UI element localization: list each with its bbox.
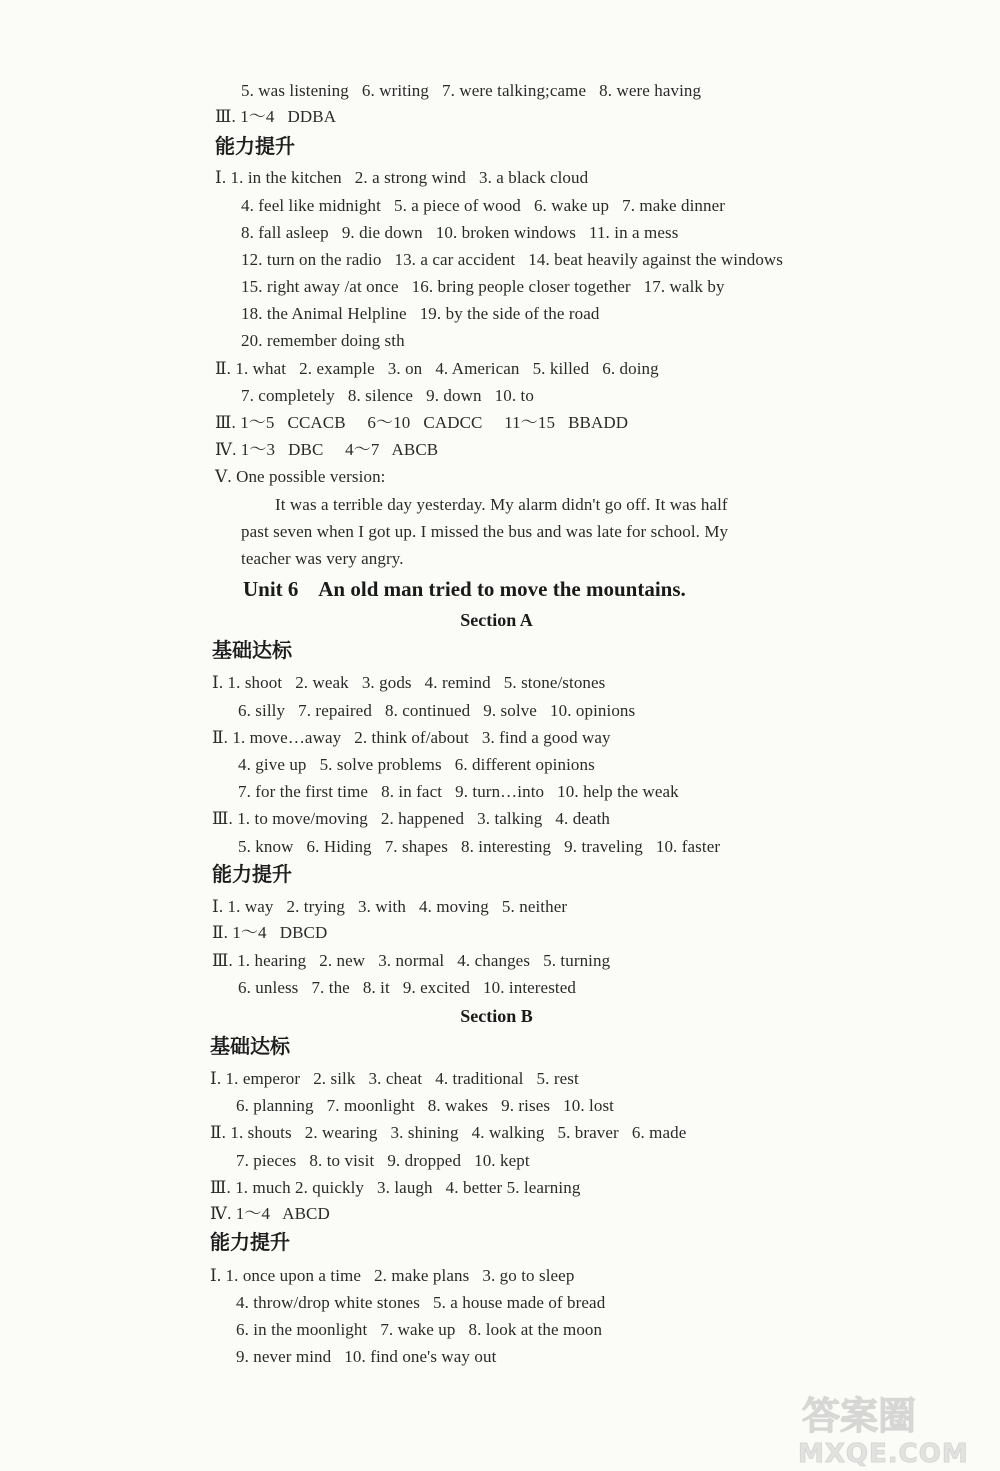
answer-line: 7. completely 8. silence 9. down 10. to (241, 386, 534, 405)
answer-line: 18. the Animal Helpline 19. by the side of the road (241, 304, 600, 323)
answer-line: 15. right away /at once 16. bring people closer together 17. walk by (241, 277, 725, 296)
answer-line: 6. unless 7. the 8. it 9. excited 10. interested (238, 978, 576, 997)
answer-line: 6. planning 7. moonlight 8. wakes 9. rises 10. lost (236, 1096, 614, 1115)
section-title: Section B (460, 1006, 533, 1026)
answer-line: Ⅰ. 1. once upon a time 2. make plans 3. go to sleep (210, 1266, 575, 1285)
answer-line: Ⅱ. 1. move…away 2. think of/about 3. find a good way (212, 728, 611, 747)
answer-line: Ⅲ. 1. hearing 2. new 3. normal 4. changes 5. turning (212, 951, 611, 970)
answer-line: past seven when I got up. I missed the bus and was late for school. My (241, 522, 729, 541)
answer-line: It was a terrible day yesterday. My alarm didn't go off. It was half (275, 495, 728, 514)
answer-line: Ⅴ. One possible version: (215, 467, 386, 486)
answer-line: Ⅰ. 1. in the kitchen 2. a strong wind 3. a black cloud (215, 168, 589, 187)
answer-line: 6. in the moonlight 7. wake up 8. look at the moon (236, 1320, 603, 1339)
answer-line: 4. give up 5. solve problems 6. different opinions (238, 755, 595, 774)
section-heading: 能力提升 (215, 134, 295, 158)
answer-line: 9. never mind 10. find one's way out (236, 1347, 497, 1366)
answer-line: 4. feel like midnight 5. a piece of wood 6. wake up 7. make dinner (241, 196, 726, 215)
section-heading: 基础达标 (212, 638, 292, 662)
answer-line: 8. fall asleep 9. die down 10. broken windows 11. in a mess (241, 223, 679, 242)
answer-line: 7. for the first time 8. in fact 9. turn…into 10. help the weak (238, 782, 679, 801)
answer-line: 6. silly 7. repaired 8. continued 9. solve 10. opinions (238, 701, 636, 720)
answer-line: 5. was listening 6. writing 7. were talking;came 8. were having (241, 81, 702, 100)
answer-line: Ⅱ. 1. what 2. example 3. on 4. American 5. killed 6. doing (215, 359, 659, 378)
answer-line: Ⅰ. 1. shoot 2. weak 3. gods 4. remind 5. stone/stones (212, 673, 606, 692)
section-title: Section A (460, 610, 533, 630)
answer-line: 5. know 6. Hiding 7. shapes 8. interesting 9. traveling 10. faster (238, 837, 721, 856)
section-heading: 基础达标 (210, 1034, 290, 1058)
section-heading: 能力提升 (210, 1230, 290, 1254)
answer-line: 4. throw/drop white stones 5. a house made of bread (236, 1293, 606, 1312)
answer-line: 12. turn on the radio 13. a car accident 14. beat heavily against the windows (241, 250, 784, 269)
watermark-top-text: 答案圈 (802, 1394, 917, 1438)
unit-title: Unit 6 An old man tried to move the mountains. (243, 577, 686, 601)
answer-line: Ⅲ. 1. much 2. quickly 3. laugh 4. better 5. learning (210, 1178, 581, 1197)
answer-line: Ⅱ. 1. shouts 2. wearing 3. shining 4. walking 5. braver 6. made (210, 1123, 687, 1142)
answer-line: Ⅲ. 1. to move/moving 2. happened 3. talking 4. death (212, 809, 611, 828)
answer-line: Ⅲ. 1～5 CCACB 6～10 CADCC 11～15 BBADD (215, 413, 629, 432)
answer-line: Ⅰ. 1. way 2. trying 3. with 4. moving 5. neither (212, 897, 568, 916)
watermark-bottom-text: MXQE.COM (798, 1439, 969, 1469)
section-heading: 能力提升 (212, 862, 292, 886)
answer-line: 20. remember doing sth (241, 331, 405, 350)
answer-line: teacher was very angry. (241, 549, 404, 568)
answer-line: Ⅱ. 1～4 DBCD (212, 923, 328, 942)
answer-line: Ⅳ. 1～4 ABCD (210, 1204, 330, 1223)
answer-line: 7. pieces 8. to visit 9. dropped 10. kept (236, 1151, 530, 1170)
answer-line: Ⅰ. 1. emperor 2. silk 3. cheat 4. traditional 5. rest (210, 1069, 579, 1088)
answer-line: Ⅳ. 1～3 DBC 4～7 ABCB (215, 440, 439, 459)
answer-line: Ⅲ. 1～4 DDBA (215, 107, 337, 126)
watermark-logo (790, 1385, 990, 1469)
